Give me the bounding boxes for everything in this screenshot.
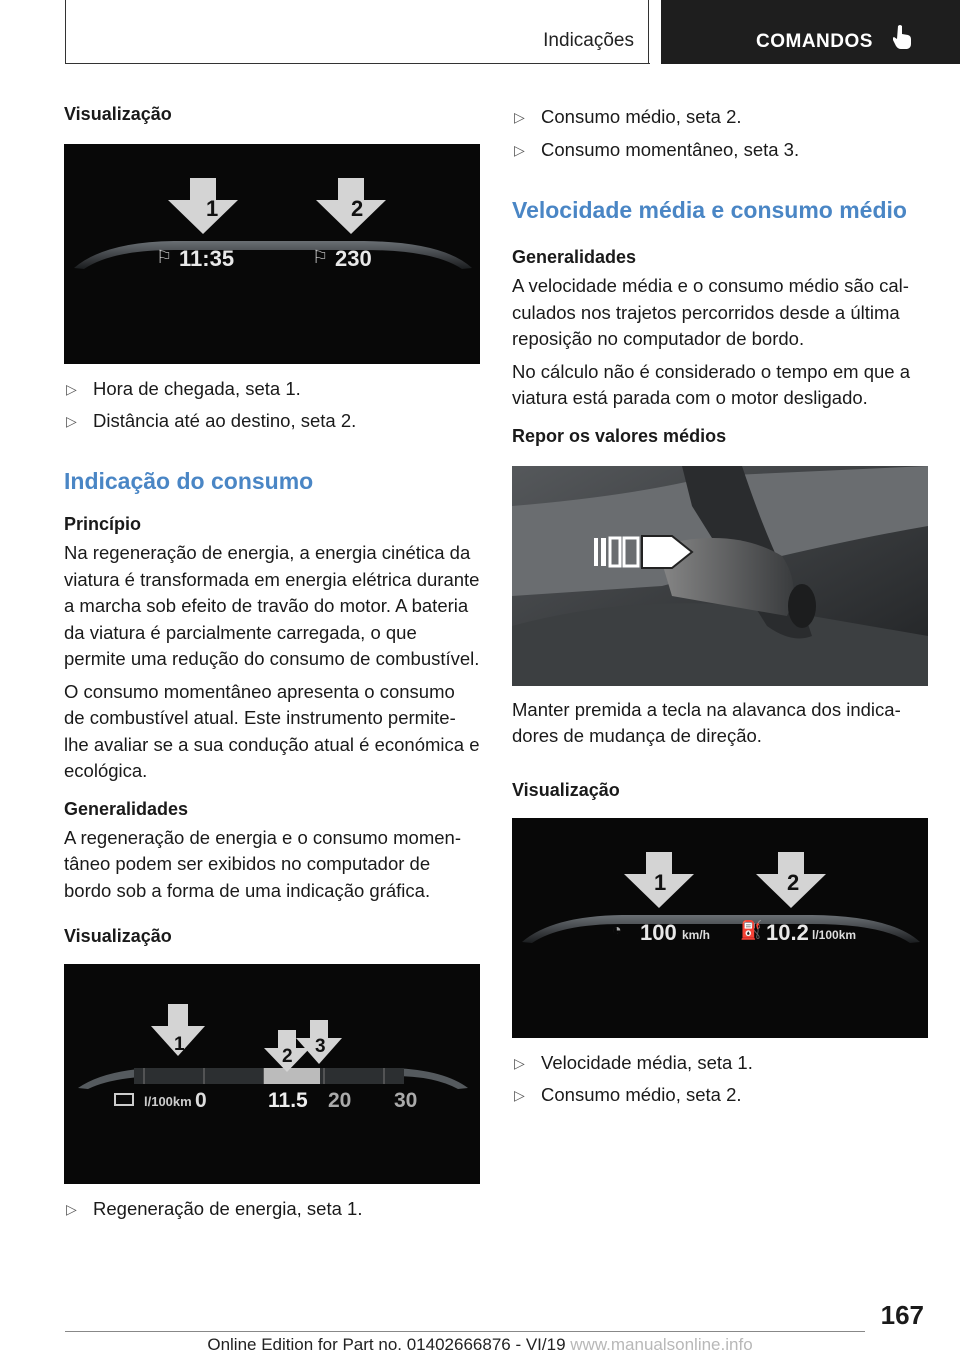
header-rule-bottom bbox=[65, 63, 650, 64]
reset-paragraph: Manter premida a tecla na alavanca dos indicadores de mudança de direção. bbox=[512, 698, 901, 746]
footer bbox=[0, 1335, 960, 1355]
average-display-graphic bbox=[512, 818, 928, 1038]
header-chapter-tab bbox=[661, 0, 960, 64]
flag-icon: ⚐ bbox=[312, 247, 329, 267]
arrow-2-label: 2 bbox=[351, 196, 364, 221]
heading-principle: Princípio bbox=[64, 514, 142, 534]
heading-consumption: Indicação do consumo bbox=[64, 468, 314, 494]
right-column bbox=[512, 104, 928, 1108]
speed-unit: km/h bbox=[682, 927, 711, 942]
list-item-text: Consumo médio, seta 2. bbox=[541, 1083, 742, 1105]
header-rule-left bbox=[65, 0, 66, 64]
arrow-1-label: 1 bbox=[206, 196, 219, 221]
list-item-text: Hora de chegada, seta 1. bbox=[93, 378, 301, 399]
speedometer-icon: ◔ bbox=[612, 921, 622, 939]
fuel-pump-icon: ⛽ bbox=[740, 919, 763, 940]
principle-paragraph-1: Na regeneração de energia, a energia cinética da viatura é transformada em energia elétrica durante a marcha sob efeito de travão do motor. A bateria da viatura é parcialmente carregada, o que permite uma redução do consumo de combustível. bbox=[64, 542, 480, 669]
heading-display-1: Visualização bbox=[64, 104, 172, 124]
general-paragraph-2: No cálculo não é considerado o tempo em que a viatura está parada com o motor desligado. bbox=[512, 360, 911, 408]
list-item-text: Velocidade média, seta 1. bbox=[541, 1051, 753, 1073]
flag-icon: ⚐ bbox=[156, 247, 173, 267]
header-section-title: Indicações bbox=[543, 30, 634, 51]
regeneration-display-graphic bbox=[64, 964, 480, 1184]
list-item: ▷ Consumo momentâneo, seta 3. bbox=[514, 139, 800, 160]
header-chapter-title: COMANDOS bbox=[756, 31, 873, 52]
general-paragraph: A regeneração de energia e o consumo momentâneo podem ser exibidos no computador de bordo sob a forma de uma indicação gráfica. bbox=[64, 826, 461, 901]
heading-reset: Repor os valores médios bbox=[512, 425, 727, 446]
heading-general: Generalidades bbox=[512, 247, 637, 267]
list-item: ▷ Velocidade média, seta 1. bbox=[514, 1051, 753, 1073]
general-paragraph-1: A velocidade média e o consumo médio são calculados nos trajetos percorridos desde a última reposição no computador de bordo. bbox=[512, 275, 909, 349]
list-item: ▷ Consumo médio, seta 2. bbox=[514, 1083, 742, 1105]
principle-paragraph-2: O consumo momentâneo apresenta o consumo de combustível atual. Este instrumento permite-lhe avaliar se a sua condução atual é económica e ecológica. bbox=[64, 680, 480, 781]
footer-watermark: www.manualsonline.info bbox=[570, 1335, 753, 1354]
pointing-hand-icon bbox=[893, 24, 913, 50]
scale-value-0: 0 bbox=[195, 1089, 207, 1112]
arrival-display-graphic bbox=[64, 144, 480, 364]
scale-value-20: 20 bbox=[328, 1089, 352, 1112]
consumption-unit: l/100km bbox=[812, 927, 857, 942]
list-item: ▷ Distância até ao destino, seta 2. bbox=[66, 410, 357, 431]
scale-value-30: 30 bbox=[394, 1089, 418, 1112]
battery-icon bbox=[114, 1093, 134, 1106]
list-item: ▷ Consumo médio, seta 2. bbox=[514, 106, 742, 127]
lever-photo-graphic bbox=[512, 466, 928, 686]
consumption-unit: l/100km bbox=[144, 1094, 192, 1109]
arrow-3-label: 3 bbox=[315, 1036, 326, 1057]
display-image-regeneration bbox=[64, 964, 480, 1184]
turn-signal-lever-image bbox=[512, 466, 928, 686]
left-column bbox=[64, 104, 480, 1222]
list-item: ▷ Hora de chegada, seta 1. bbox=[66, 378, 301, 399]
heading-general: Generalidades bbox=[64, 798, 189, 819]
arrow-1-label: 1 bbox=[654, 869, 667, 895]
arrow-2-label: 2 bbox=[787, 869, 800, 895]
heading-display-2: Visualização bbox=[64, 926, 172, 946]
scale-value-current: 11.5 bbox=[268, 1089, 308, 1112]
list-item-text: Distância até ao destino, seta 2. bbox=[93, 410, 357, 431]
average-consumption-value: 10.2 bbox=[766, 919, 809, 945]
heading-display-right: Visualização bbox=[512, 779, 620, 800]
footer-edition: Online Edition for Part no. 01402666876 - VI/19 bbox=[207, 1335, 566, 1354]
list-item-text: Consumo médio, seta 2. bbox=[541, 106, 742, 127]
display-image-arrival bbox=[64, 144, 480, 364]
distance-value: 230 bbox=[335, 246, 372, 271]
footer-rule bbox=[65, 1331, 865, 1332]
header-rule-separator bbox=[648, 0, 649, 64]
list-item: ▷ Regeneração de energia, seta 1. bbox=[66, 1198, 363, 1219]
arrival-time-value: 11:35 bbox=[179, 246, 235, 271]
average-speed-value: 100 bbox=[640, 919, 677, 945]
list-item-text: Regeneração de energia, seta 1. bbox=[93, 1198, 363, 1219]
display-image-average bbox=[512, 818, 928, 1038]
list-item-text: Consumo momentâneo, seta 3. bbox=[541, 139, 800, 160]
arrow-2-label: 2 bbox=[282, 1046, 293, 1067]
page-number: 167 bbox=[880, 1300, 924, 1330]
heading-average-speed-consumption: Velocidade média e consumo médio bbox=[512, 197, 907, 223]
arrow-1-label: 1 bbox=[174, 1034, 185, 1055]
